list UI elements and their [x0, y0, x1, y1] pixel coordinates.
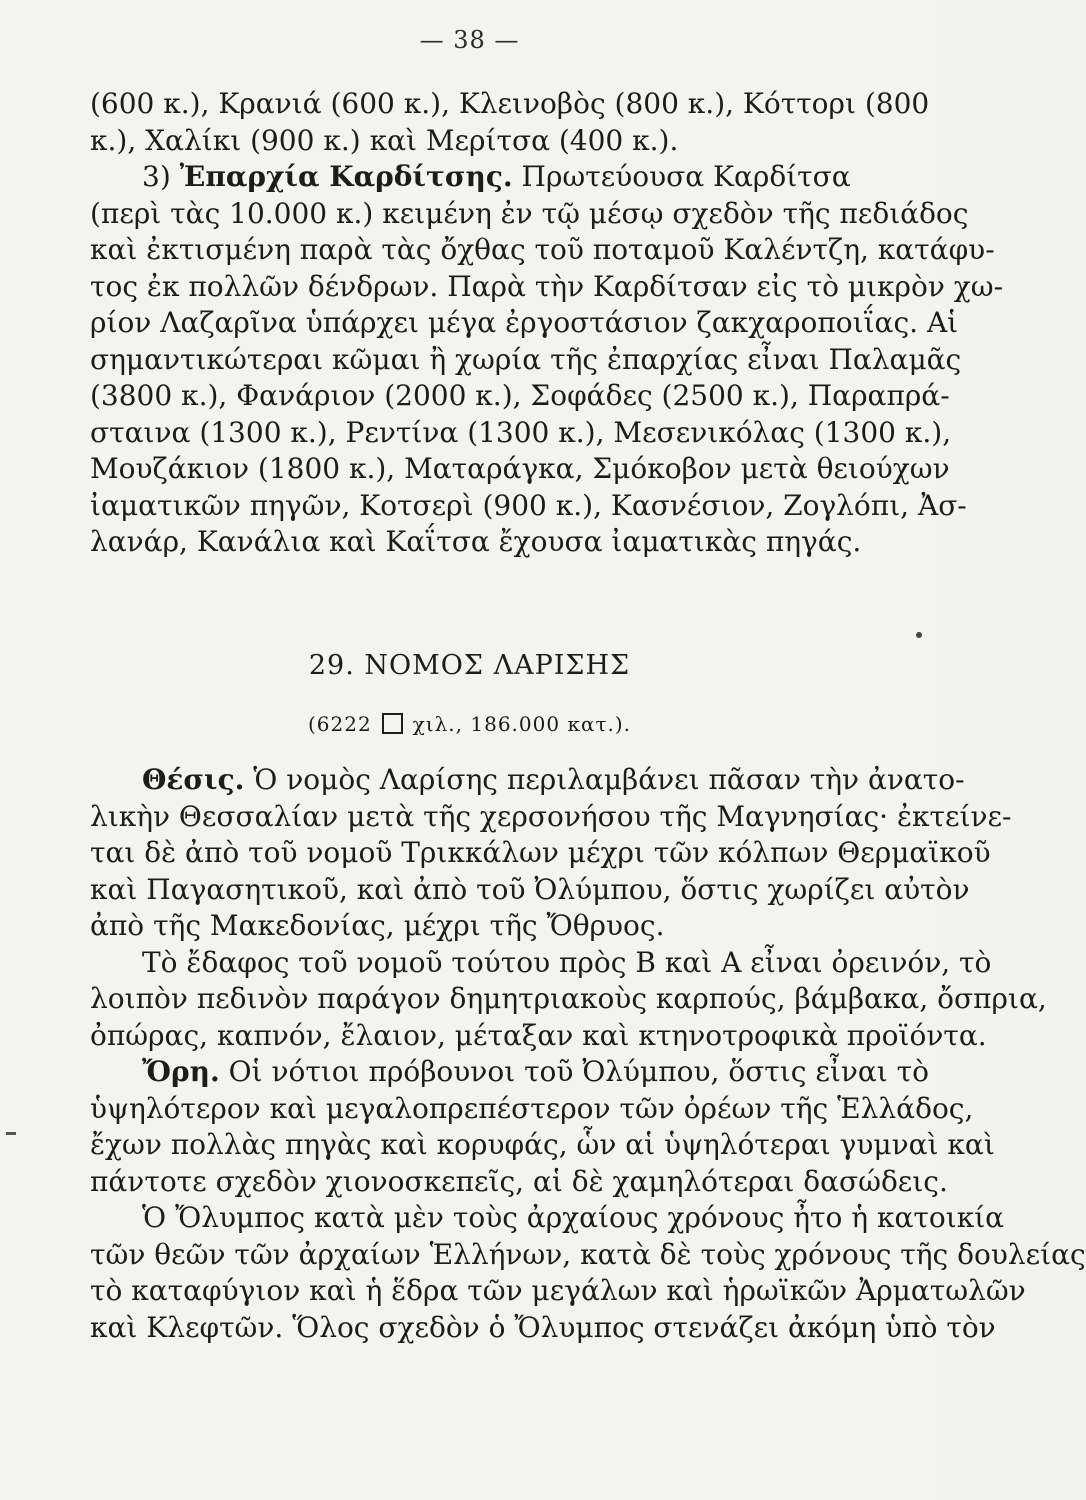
text-line: 3) Ἐπαρχία Καρδίτσης. Πρωτεύουσα Καρδίτσα — [142, 160, 851, 193]
text-line: τὸ καταφύγιον καὶ ἡ ἕδρα τῶν μεγάλων καὶ ἡρωϊκῶν Ἀρματωλῶν — [90, 1274, 1026, 1307]
ink-dot — [916, 632, 922, 638]
text-line: ρίον Λαζαρῖνα ὑπάρχει μέγα ἐργοστάσιον ζακχαροποιΐας. Αἱ — [90, 306, 959, 339]
page-number: — 38 — — [419, 26, 520, 54]
text-line: Θέσις. Ὁ νομὸς Λαρίσης περιλαμβάνει πᾶσαν τὴν ἀνατο- — [142, 763, 965, 796]
text-line: ἔχων πολλὰς πηγὰς καὶ κορυφάς, ὧν αἱ ὑψηλότεραι γυμναὶ καὶ — [90, 1128, 995, 1161]
text-line: ται δὲ ἀπὸ τοῦ νομοῦ Τρικκάλων μέχρι τῶν κόλπων Θερμαϊκοῦ — [90, 836, 991, 869]
square-symbol-icon — [382, 713, 403, 734]
text-line: Ὄρη. Οἱ νότιοι πρόβουνοι τοῦ Ὀλύμπου, ὅστις εἶναι τὸ — [142, 1055, 929, 1088]
text-line: (600 κ.), Κρανιά (600 κ.), Κλεινοβὸς (800 κ.), Κόττορι (800 — [90, 87, 930, 120]
text-line: (3800 κ.), Φανάριον (2000 κ.), Σοφάδες (2500 κ.), Παραπρά- — [90, 379, 950, 412]
text-line: κ.), Χαλίκι (900 κ.) καὶ Μερίτσα (400 κ.). — [90, 123, 679, 157]
text-line: Τὸ ἔδαφος τοῦ νομοῦ τούτου πρὸς Β καὶ Α εἶναι ὀρεινόν, τὸ — [142, 945, 992, 979]
text-line: ἀπὸ τῆς Μακεδονίας, μέχρι τῆς Ὄθρυος. — [90, 909, 665, 942]
text-line: Μουζάκιον (1800 κ.), Ματαράγκα, Σμόκοβον μετὰ θειούχων — [90, 452, 950, 485]
text-line: καὶ Κλεφτῶν. Ὅλος σχεδὸν ὁ Ὄλυμπος στενάζει ἀκόμη ὑπὸ τὸν — [90, 1310, 996, 1344]
bottom-text-block — [90, 762, 1086, 1346]
top-text-block — [90, 86, 1004, 561]
text-line: Ὁ Ὄλυμπος κατὰ μὲν τοὺς ἀρχαίους χρόνους ἦτο ἡ κατοικία — [142, 1201, 1005, 1234]
text-line: καὶ ἐκτισμένη παρὰ τὰς ὄχθας τοῦ ποταμοῦ Καλέντζη, κατάφυ- — [90, 233, 995, 266]
text-line: ἰαματικῶν πηγῶν, Κοτσερὶ (900 κ.), Κασνέσιον, Ζογλόπι, Ἀσ- — [90, 488, 967, 522]
section-subtitle — [0, 712, 939, 736]
text-line: λοιπὸν πεδινὸν παράγον δημητριακοὺς καρπούς, βάμβακα, ὄσπρια, — [90, 982, 1047, 1015]
text-line: (περὶ τὰς 10.000 κ.) κειμένη ἐν τῷ μέσῳ σχεδὸν τῆς πεδιάδος — [90, 196, 969, 230]
text-line: σταινα (1300 κ.), Ρεντίνα (1300 κ.), Μεσενικόλας (1300 κ.), — [90, 415, 952, 449]
text-line: πάντοτε σχεδὸν χιονοσκεπεῖς, αἱ δὲ χαμηλότεραι δασώδεις. — [90, 1164, 948, 1198]
text-line: λανάρ, Κανάλια καὶ Καΐτσα ἔχουσα ἰαματικὰς πηγάς. — [90, 525, 862, 558]
text-line: ὑψηλότερον καὶ μεγαλοπρεπέστερον τῶν ὀρέων τῆς Ἑλλάδος, — [90, 1091, 974, 1125]
text-line: τος ἐκ πολλῶν δένδρων. Παρὰ τὴν Καρδίτσαν εἰς τὸ μικρὸν χω- — [90, 269, 1004, 303]
section-sub-area: (6222 — [307, 712, 372, 736]
text-line: λικὴν Θεσσαλίαν μετὰ τῆς χερσονήσου τῆς Μαγνησίας· ἐκτείνε- — [90, 799, 1012, 833]
text-line: καὶ Παγασητικοῦ, καὶ ἀπὸ τοῦ Ὀλύμπου, ὅστις χωρίζει αὐτὸν — [90, 872, 970, 906]
text-line: ὀπώρας, καπνόν, ἔλαιον, μέταξαν καὶ κτηνοτροφικὰ προϊόντα. — [90, 1018, 987, 1052]
text-line: τῶν θεῶν τῶν ἀρχαίων Ἑλλήνων, κατὰ δὲ τοὺς χρόνους τῆς δουλείας — [90, 1237, 1086, 1271]
text-line: σημαντικώτεραι κῶμαι ἢ χωρία τῆς ἐπαρχίας εἶναι Παλαμᾶς — [90, 342, 962, 376]
section-sub-population: χιλ., 186.000 κατ.). — [412, 712, 632, 736]
margin-mark — [6, 1132, 16, 1135]
section-title: 29. ΝΟΜΟΣ ΛΑΡΙΣΗΣ — [308, 650, 631, 681]
